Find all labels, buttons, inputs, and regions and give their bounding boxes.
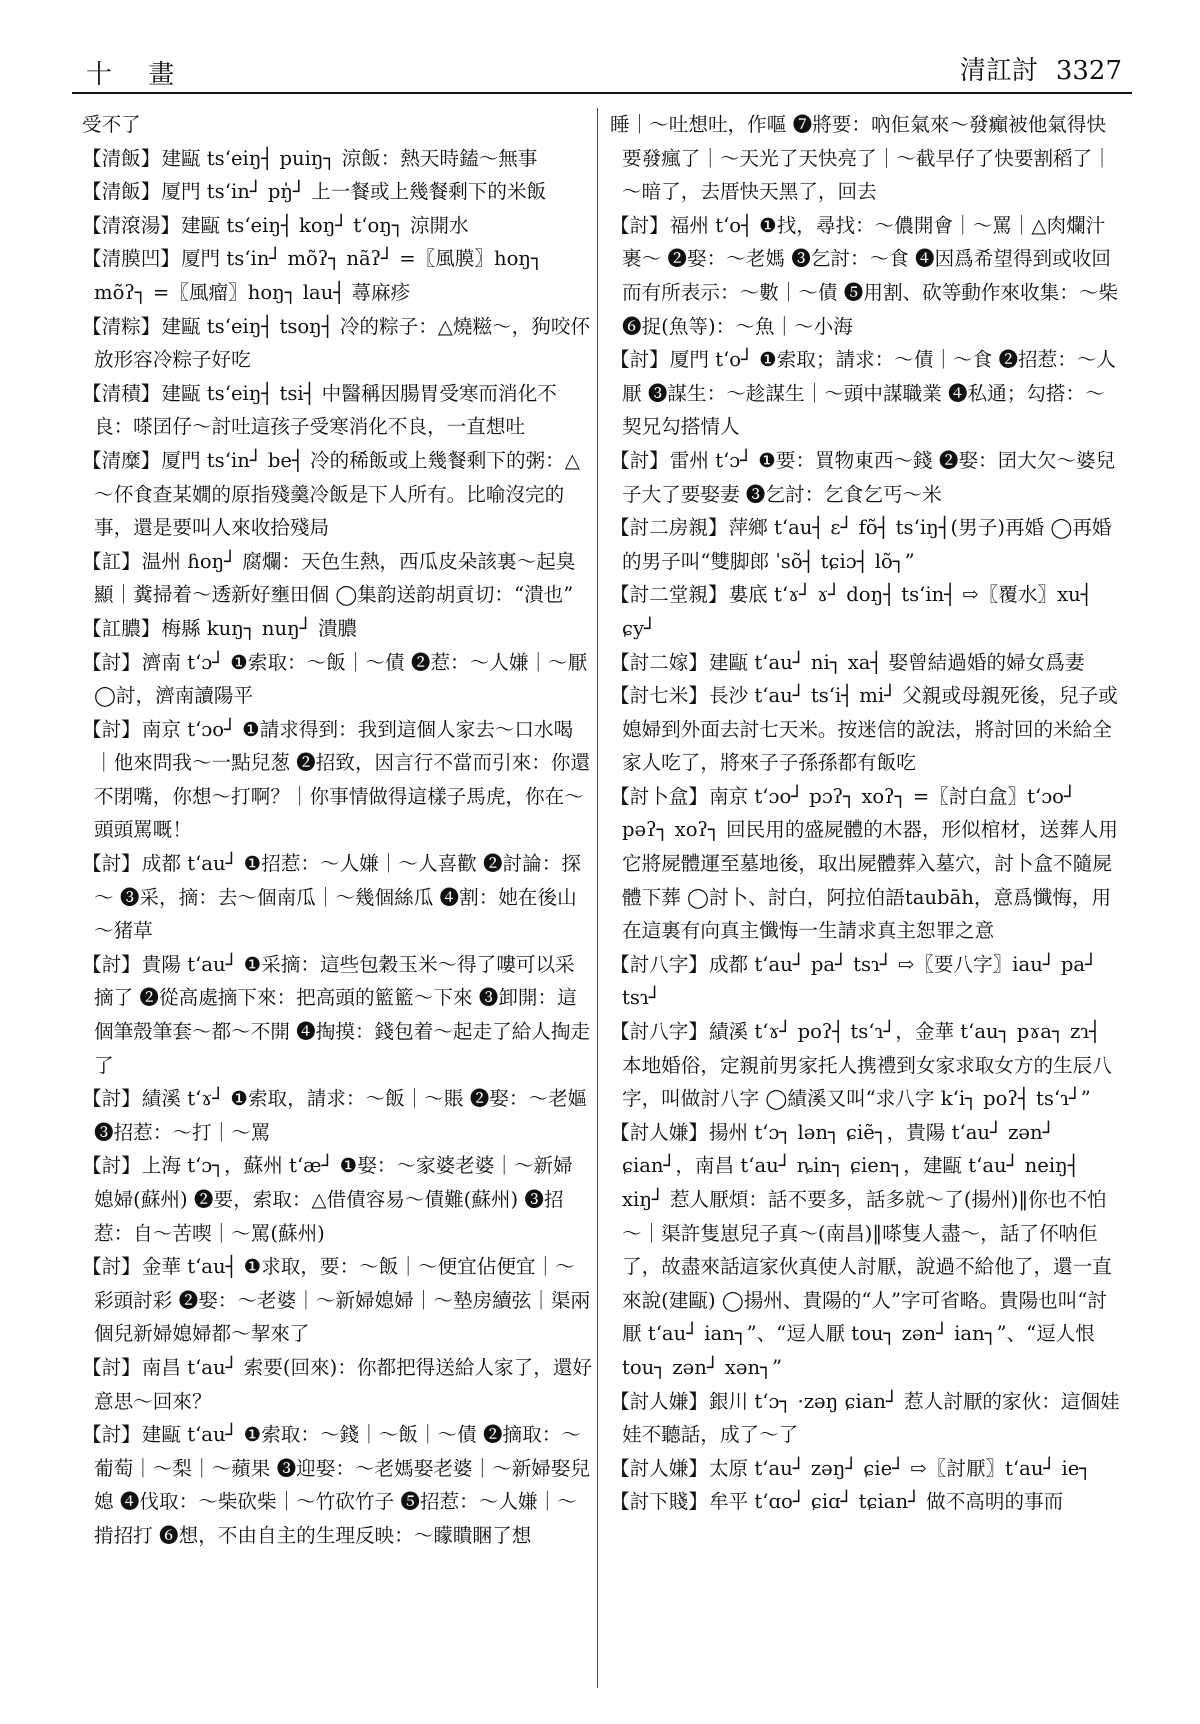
entry-definition: tʻɔ┘ ❶索取：～飯｜～債 ❷惹：～人嫌｜～厭 ◯討，濟南讀陽平	[94, 650, 588, 708]
dictionary-entry	[82, 612, 592, 646]
entry-headword: 【討】	[82, 717, 141, 741]
left-column	[82, 108, 592, 1688]
entry-dialect: 上海	[141, 1154, 181, 1178]
dictionary-entry	[610, 444, 1120, 511]
entry-definition: tsʻeiŋ┤ puiŋ┐ 涼飯：熱天時鎑～無事	[206, 146, 538, 170]
dictionary-entry	[610, 343, 1120, 444]
entry-definition: tʻo┤ ❶找，尋找：～儂開會｜～罵｜△肉爛汁裹～ ❷娶：～老媽 ❸乞討：～食 ❹因爲希望得到或收回而有所表示：～數｜～債 ❺用割、砍等動作來收集：～柴 ❻捉(魚等)：～魚｜～小海	[622, 213, 1119, 338]
entry-definition: tʻɔ┐ lən┐ ɕiẽ┐，貴陽 tʻau┘ zən┘ ɕian┘，南昌 tʻau┘ ȵin┐ ɕien┐，建甌 tʻau┘ neiŋ┤ xiŋ┘ 惹人厭煩：話不要多，話多就～了(揚州)‖你也不怕～｜渠許隻崽兒子真～(南昌)‖嗏隻人盡～，話了伓呐佢了，故盡來話這家伙真使人討厭，說過不給他了，還一直來說(建甌) ◯揚州、貴陽的“人”字可省略。貴陽也叫“討厭 tʻau┘ ian┐”、“逗人厭 tou┐ zən┘ ian┐”、“逗人恨 tou┐ zən┘ xən┐”	[622, 1120, 1112, 1379]
entry-headword: 【討八字】	[610, 1020, 708, 1044]
entry-definition: 睡｜～吐想吐，作嘔 ❼將要：吶佢氣來～發癲被他氣得快要發瘋了｜～天光了天快亮了｜～截早仔了快要割稻了｜～暗了，去厝快天黑了，回去	[610, 113, 1112, 204]
entry-headword: 【討】	[610, 213, 669, 237]
dictionary-entry	[82, 1250, 592, 1351]
entry-headword: 【討】	[82, 952, 141, 976]
page-number: 3327	[1055, 56, 1122, 86]
dictionary-entry	[82, 209, 592, 243]
entry-dialect: 南京	[708, 784, 749, 808]
entry-dialect: 建甌	[141, 1423, 181, 1447]
dictionary-entry	[82, 444, 592, 545]
entry-dialect: 厦門	[669, 348, 709, 372]
entry-dialect: 建甌	[161, 314, 201, 338]
entry-definition: tʻɔ┘ ❶要：買物東西～錢 ❷娶：囝大欠～婆兒子大了要娶妻 ❸乞討：乞食乞丐～米	[622, 448, 1116, 506]
entry-definition: tʻɤ┘ poʔ┤ tsʻɿ┘，金華 tʻau┐ pɤa┐ zɿ┤ 本地婚俗，定親前男家托人携禮到女家求取女方的生辰八字，叫做討八字 ◯績溪又叫“求八字 kʻi┐ poʔ┤ tsʻɿ┘”	[622, 1020, 1112, 1111]
entry-headword: 【討】	[82, 1423, 141, 1447]
entry-headword: 【清粽】	[82, 314, 161, 338]
entry-dialect: 成都	[708, 952, 749, 976]
entry-dialect: 厦門	[180, 247, 221, 271]
entry-dialect: 揚州	[708, 1120, 749, 1144]
dictionary-entry	[82, 545, 592, 612]
entry-definition: tʻɔ┐，蘇州 tʻæ┘ ❶娶：～家婆老婆｜～新婦媳婦(蘇州) ❷要，索取：△借債容易～債難(蘇州) ❸招惹：自～苦喫｜～罵(蘇州)	[94, 1154, 573, 1245]
entry-definition: tʻau┤ ɛ┘ fõ┤ tsʻiŋ┤(男子)再婚 ◯再婚的男子叫“雙脚郎 ˈsõ┤ tɕiɔ┤ lõ┐”	[622, 516, 1112, 573]
entry-headword: 【討】	[82, 1255, 141, 1279]
entry-headword: 【討】	[82, 1087, 141, 1111]
entry-dialect: 婁底	[728, 583, 768, 607]
entry-definition: tʻɤ┘ ɤ┘ doŋ┤ tsʻin┤ ⇨〖覆水〗xu┤ ɕy┘	[622, 583, 1093, 640]
entry-dialect: 建甌	[708, 650, 749, 674]
dictionary-entry	[610, 511, 1120, 578]
dictionary-entry	[82, 713, 592, 847]
dictionary-entry	[610, 1015, 1120, 1116]
entry-dialect: 成都	[141, 852, 181, 876]
column-divider	[597, 108, 598, 1688]
dictionary-entry	[82, 242, 592, 309]
entry-definition: 受不了	[82, 113, 141, 136]
entry-definition: tʻɔo┘ ❶請求得到：我到這個人家去～口水喝｜他來問我～一點兒葱 ❷招致，因言行不當而引來：你還不閉嘴，你想～打啊？｜你事情做得這樣子馬虎，你在～頭頭罵嘅！	[94, 717, 591, 842]
entry-headword: 【討下賤】	[610, 1490, 708, 1514]
entry-dialect: 萍鄉	[728, 516, 768, 540]
entry-headword: 【清滾湯】	[82, 213, 180, 237]
entry-definition: tʻɔo┘ pɔʔ┐ xoʔ┐ =〖討白盒〗tʻɔo┘ pəʔ┐ xoʔ┐ 回民用的盛屍體的木器，形似棺材，送葬人用它將屍體運至墓地後，取出屍體葬入墓穴，討卜盒不隨屍體下葬 ◯討卜、討白，阿拉伯語taubāh，意爲懺悔，用在這裏有向真主懺悔一生請求真主恕罪之意	[622, 784, 1118, 943]
entry-dialect: 貴陽	[141, 952, 181, 976]
entry-headword: 【討人嫌】	[610, 1389, 708, 1413]
entry-definition: tsʻin┘ be┤ 冷的稀飯或上幾餐剩下的粥：△～伓食查某嫺的原指殘羹冷飯是下人所有。比喻沒完的事，還是要叫人來收拾殘局	[94, 448, 580, 540]
dictionary-entry	[82, 310, 592, 377]
entry-definition: tsʻeiŋ┤ tsoŋ┤ 冷的粽子：△燒糍～，狗咬伓放形容冷粽子好吃	[94, 314, 591, 372]
entry-definition: tʻɤ┘ ❶索取，請求：～飯｜～賬 ❷娶：～老嫗 ❸招惹：～打｜～罵	[94, 1087, 588, 1144]
entry-dialect: 績溪	[141, 1087, 181, 1111]
entry-headword: 【討人嫌】	[610, 1120, 708, 1144]
entry-headword: 【討】	[610, 348, 669, 372]
dictionary-entry	[82, 108, 592, 142]
entry-headword: 【訌】	[82, 549, 141, 573]
entry-dialect: 梅縣	[161, 616, 201, 640]
entry-headword: 【討人嫌】	[610, 1456, 708, 1480]
dictionary-entry	[82, 142, 592, 176]
entry-definition: tʻau┘ ❶招惹：～人嫌｜～人喜歡 ❷討論：探～ ❸采，摘：去～個南瓜｜～幾個絲瓜 ❹割：她在後山～猪草	[94, 852, 581, 943]
dictionary-entry	[82, 948, 592, 1082]
entry-headword: 【清積】	[82, 381, 161, 405]
entry-dialect: 建甌	[161, 381, 201, 405]
entry-dialect: 銀川	[708, 1389, 749, 1413]
entry-dialect: 太原	[708, 1456, 749, 1480]
entry-dialect: 績溪	[708, 1020, 749, 1044]
dictionary-entry	[82, 646, 592, 713]
dictionary-entry	[610, 646, 1120, 680]
entry-headword: 【清糜】	[82, 448, 161, 472]
entry-headword: 【清飯】	[82, 180, 161, 204]
entry-headword: 【討】	[82, 1154, 141, 1178]
section-title: 十 畫	[86, 60, 189, 90]
dictionary-entry	[82, 847, 592, 948]
entry-headword: 【討二嫁】	[610, 650, 708, 674]
entry-definition: tʻɑo┘ ɕiɑ┘ tɕian┘ 做不高明的事而	[754, 1490, 1064, 1514]
dictionary-entry	[82, 175, 592, 209]
dictionary-entry	[610, 108, 1120, 209]
dictionary-entry	[610, 948, 1120, 1015]
entry-headword: 【討卜盒】	[610, 784, 708, 808]
entry-definition: tʻau┘ ni┐ xa┤ 娶曾結過婚的婦女爲妻	[754, 650, 1085, 674]
entry-definition: tʻau┘ pa┘ tsɿ┘ ⇨〖要八字〗iau┘ pa┘ tsɿ┘	[622, 952, 1097, 1010]
entry-headword: 【討】	[82, 1355, 141, 1379]
dictionary-entry	[82, 1351, 592, 1418]
right-column	[610, 108, 1120, 1688]
entry-definition: tʻɔ┐ ·zəŋ ɕian┘ 惹人討厭的家伙：這個娃娃不聽話，成了～了	[622, 1389, 1120, 1447]
dictionary-entry	[610, 1385, 1120, 1452]
dictionary-entry	[82, 377, 592, 444]
entry-dialect: 厦門	[161, 448, 201, 472]
entry-headword: 【訌膿】	[82, 616, 161, 640]
entry-definition: tʻau┘ ❶索取：～錢｜～飯｜～債 ❷摘取：～葡萄｜～梨｜～蘋果 ❸迎娶：～老媽娶老婆｜～新婦娶兒媳 ❹伐取：～柴砍柴｜～竹砍竹子 ❺招惹：～人嫌｜～掯招打 ❻想，不由自主的生理反映：～矇瞶睏了想	[94, 1423, 591, 1547]
entry-headword: 【討】	[82, 650, 141, 674]
page-header	[72, 40, 1132, 94]
entry-definition: tsʻin┘ pŋ̍┘ 上一餐或上幾餐剩下的米飯	[206, 180, 547, 204]
dictionary-entry	[610, 780, 1120, 948]
dictionary-entry	[610, 209, 1120, 343]
entry-definition: tʻau┘ ❶采摘：這些包穀玉米～得了嘍可以采摘了 ❷從高處摘下來：把高頭的籃籃～下來 ❸卸開：這個筆殼筆套～都～不開 ❹掏摸：錢包着～起走了給人掏走了	[94, 952, 591, 1077]
entry-headword: 【討】	[610, 448, 669, 472]
entry-dialect: 牟平	[708, 1490, 749, 1514]
entry-definition: kuŋ┐ nuŋ┘ 潰膿	[206, 616, 358, 640]
entry-definition: tʻo┘ ❶索取；請求：～債｜～食 ❷招惹：～人厭 ❸謀生：～趁謀生｜～頭中謀職業 ❹私通；勾搭：～契兄勾搭情人	[622, 348, 1117, 439]
dictionary-entry	[610, 1452, 1120, 1486]
entry-dialect: 南昌	[141, 1355, 181, 1379]
entry-headword: 【清膜凹】	[82, 247, 180, 271]
entry-headword: 【討二堂親】	[610, 583, 728, 607]
entry-definition: tsʻeiŋ┤ koŋ┘ tʻoŋ┐ 涼開水	[226, 213, 469, 237]
entry-definition: tʻau┘ zəŋ┘ ɕie┘ ⇨〖討厭〗tʻau┘ ie┐	[754, 1456, 1092, 1480]
entry-definition: tʻau┘ 索要(回來)：你都把得送給人家了，還好意思～回來？	[94, 1355, 592, 1413]
entry-dialect: 長沙	[708, 684, 749, 708]
entry-definition: tsʻin┘ mõʔ┐ nãʔ┘ =〖風膜〗hoŋ┐ mõʔ┐ =〖風瘤〗hoŋ┐ lau┤ 蕁麻疹	[94, 247, 543, 304]
entry-dialect: 温州	[141, 549, 181, 573]
entry-dialect: 厦門	[161, 180, 201, 204]
running-head	[960, 50, 1122, 87]
dictionary-columns	[82, 108, 1132, 1688]
entry-headword: 【討】	[82, 852, 141, 876]
entry-definition: ɦoŋ┘ 腐爛：天色生熱，西瓜皮朵該裏～起臭顯｜糞掃着～透新好壅田個 ◯集韵送韵胡貢切：“潰也”	[94, 549, 576, 607]
dictionary-entry	[82, 1418, 592, 1552]
dictionary-entry	[610, 679, 1120, 780]
entry-definition: tʻau┘ tsʻi┤ mi┘ 父親或母親死後，兒子或媳婦到外面去討七天米。按迷信的說法，將討回的米給全家人吃了，將來子子孫孫都有飯吃	[622, 684, 1118, 775]
entry-definition: tsʻeiŋ┤ tsi┤ 中醫稱因腸胃受寒而消化不良：嗏囝仔～討吐這孩子受寒消化不良，一直想吐	[94, 381, 557, 439]
entry-dialect: 濟南	[141, 650, 181, 674]
entry-headword: 【清飯】	[82, 146, 161, 170]
headword-range: 清訌討	[959, 56, 1038, 86]
dictionary-entry	[610, 1485, 1120, 1519]
entry-dialect: 金華	[141, 1255, 181, 1279]
entry-headword: 【討七米】	[610, 684, 708, 708]
entry-headword: 【討二房親】	[610, 516, 728, 540]
entry-dialect: 建甌	[161, 146, 201, 170]
dictionary-entry	[82, 1082, 592, 1149]
entry-dialect: 雷州	[669, 448, 709, 472]
dictionary-entry	[610, 1116, 1120, 1385]
dictionary-entry	[82, 1149, 592, 1250]
entry-dialect: 福州	[669, 213, 709, 237]
entry-dialect: 南京	[141, 717, 181, 741]
entry-definition: tʻau┤ ❶求取，要：～飯｜～便宜佔便宜｜～彩頭討彩 ❷娶：～老婆｜～新婦媳婦｜～墊房續弦｜渠兩個兒新婦媳婦都～挈來了	[94, 1255, 591, 1346]
dictionary-entry	[610, 578, 1120, 645]
entry-dialect: 建甌	[180, 213, 221, 237]
entry-headword: 【討八字】	[610, 952, 708, 976]
